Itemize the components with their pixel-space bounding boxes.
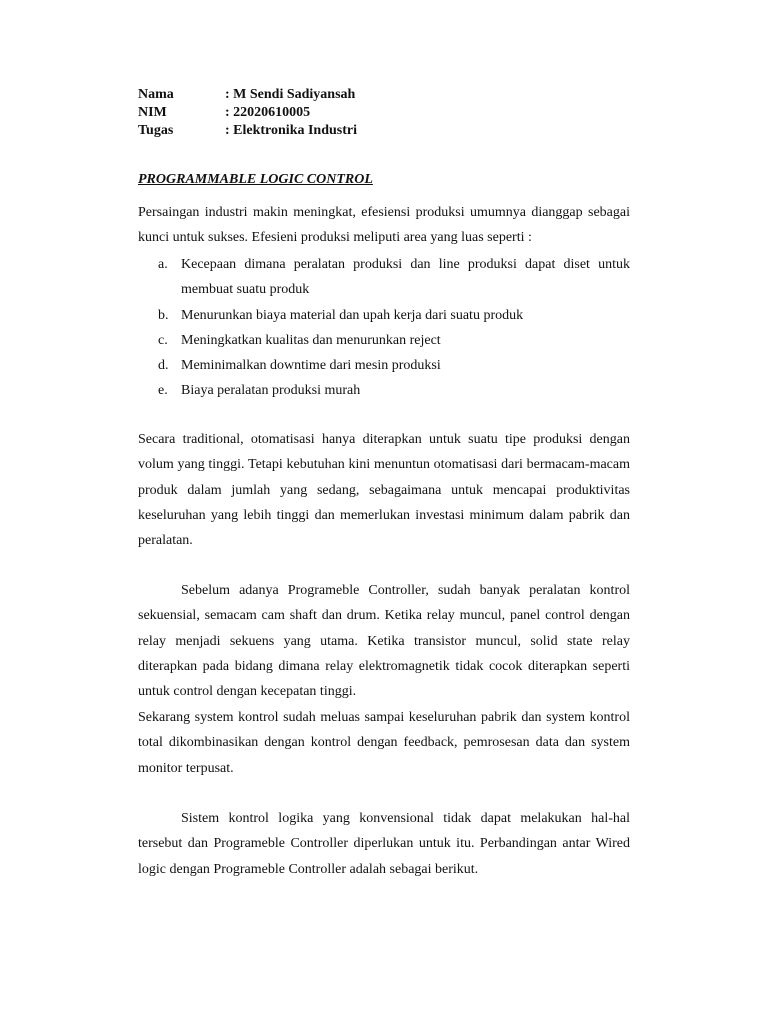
list-item-text: Biaya peralatan produksi murah <box>181 383 361 399</box>
paragraph-traditional: Secara traditional, otomatisasi hanya diterapkan untuk suatu tipe produksi dengan volum yang tinggi. Tetapi kebutuhan kini menuntun otomatisasi dari bermacam-macam produk dalam jumlah yang sedang, sebagaimana untuk mencapai produktivitas keseluruhan yang lebih tinggi dan memerlukan investasi minimum dalam pabrik dan peralatan. <box>138 432 630 549</box>
list-item <box>138 353 630 378</box>
task-value: : Elektronika Industri <box>225 123 357 138</box>
list-marker: b. <box>158 307 169 323</box>
list-marker: c. <box>158 332 168 348</box>
list-item <box>138 328 630 353</box>
list-item-text: Kecepaan dimana peralatan produksi dan line produksi dapat diset untuk membuat suatu produk <box>181 257 630 298</box>
list-marker: a. <box>158 257 168 272</box>
task-label: Tugas <box>138 123 174 138</box>
student-info-header <box>138 86 618 140</box>
task-row <box>138 122 618 140</box>
name-value: : M Sendi Sadiyansah <box>225 87 356 102</box>
name-row <box>138 86 618 104</box>
document-title: PROGRAMMABLE LOGIC CONTROL <box>138 172 373 187</box>
paragraph-current-system: Sekarang system kontrol sudah meluas sampai keseluruhan pabrik dan system kontrol total dikombinasikan dengan kontrol dengan feedback, pemrosesan data dan system monitor terpusat. <box>138 710 630 776</box>
nim-label: NIM <box>138 105 167 120</box>
intro-paragraph: Persaingan industri makin meningkat, efesiensi produksi umumnya dianggap sebagai kunci untuk sukses. Efesieni produksi meliputi area yang luas seperti : <box>138 205 630 246</box>
nim-row <box>138 104 618 122</box>
name-label: Nama <box>138 87 174 102</box>
paragraph-before-plc: Sebelum adanya Programeble Controller, sudah banyak peralatan kontrol sekuensial, semacam cam shaft dan drum. Ketika relay muncul, panel control dengan relay menjadi sekuens yang utama. Ketika transistor muncul, solid state relay diterapkan pada bidang dimana relay elektromagnetik tidak cocok diterapkan seperti untuk control dengan kecepatan tinggi. <box>138 583 630 700</box>
nim-value: : 22020610005 <box>225 105 311 120</box>
list-item-text: Meminimalkan downtime dari mesin produksi <box>181 358 441 374</box>
paragraph-conventional: Sistem kontrol logika yang konvensional tidak dapat melakukan hal-hal tersebut dan Programeble Controller diperlukan untuk itu. Perbandingan antar Wired logic dengan Programeble Controller adalah sebagai berikut. <box>138 811 630 877</box>
list-marker: d. <box>158 358 169 374</box>
efficiency-list <box>138 252 630 404</box>
list-item <box>138 252 630 303</box>
list-item-text: Menurunkan biaya material dan upah kerja dari suatu produk <box>181 307 524 323</box>
list-item-text: Meningkatkan kualitas dan menurunkan reject <box>181 332 441 348</box>
list-marker: e. <box>158 383 168 399</box>
list-item <box>138 303 630 328</box>
list-item <box>138 378 630 403</box>
